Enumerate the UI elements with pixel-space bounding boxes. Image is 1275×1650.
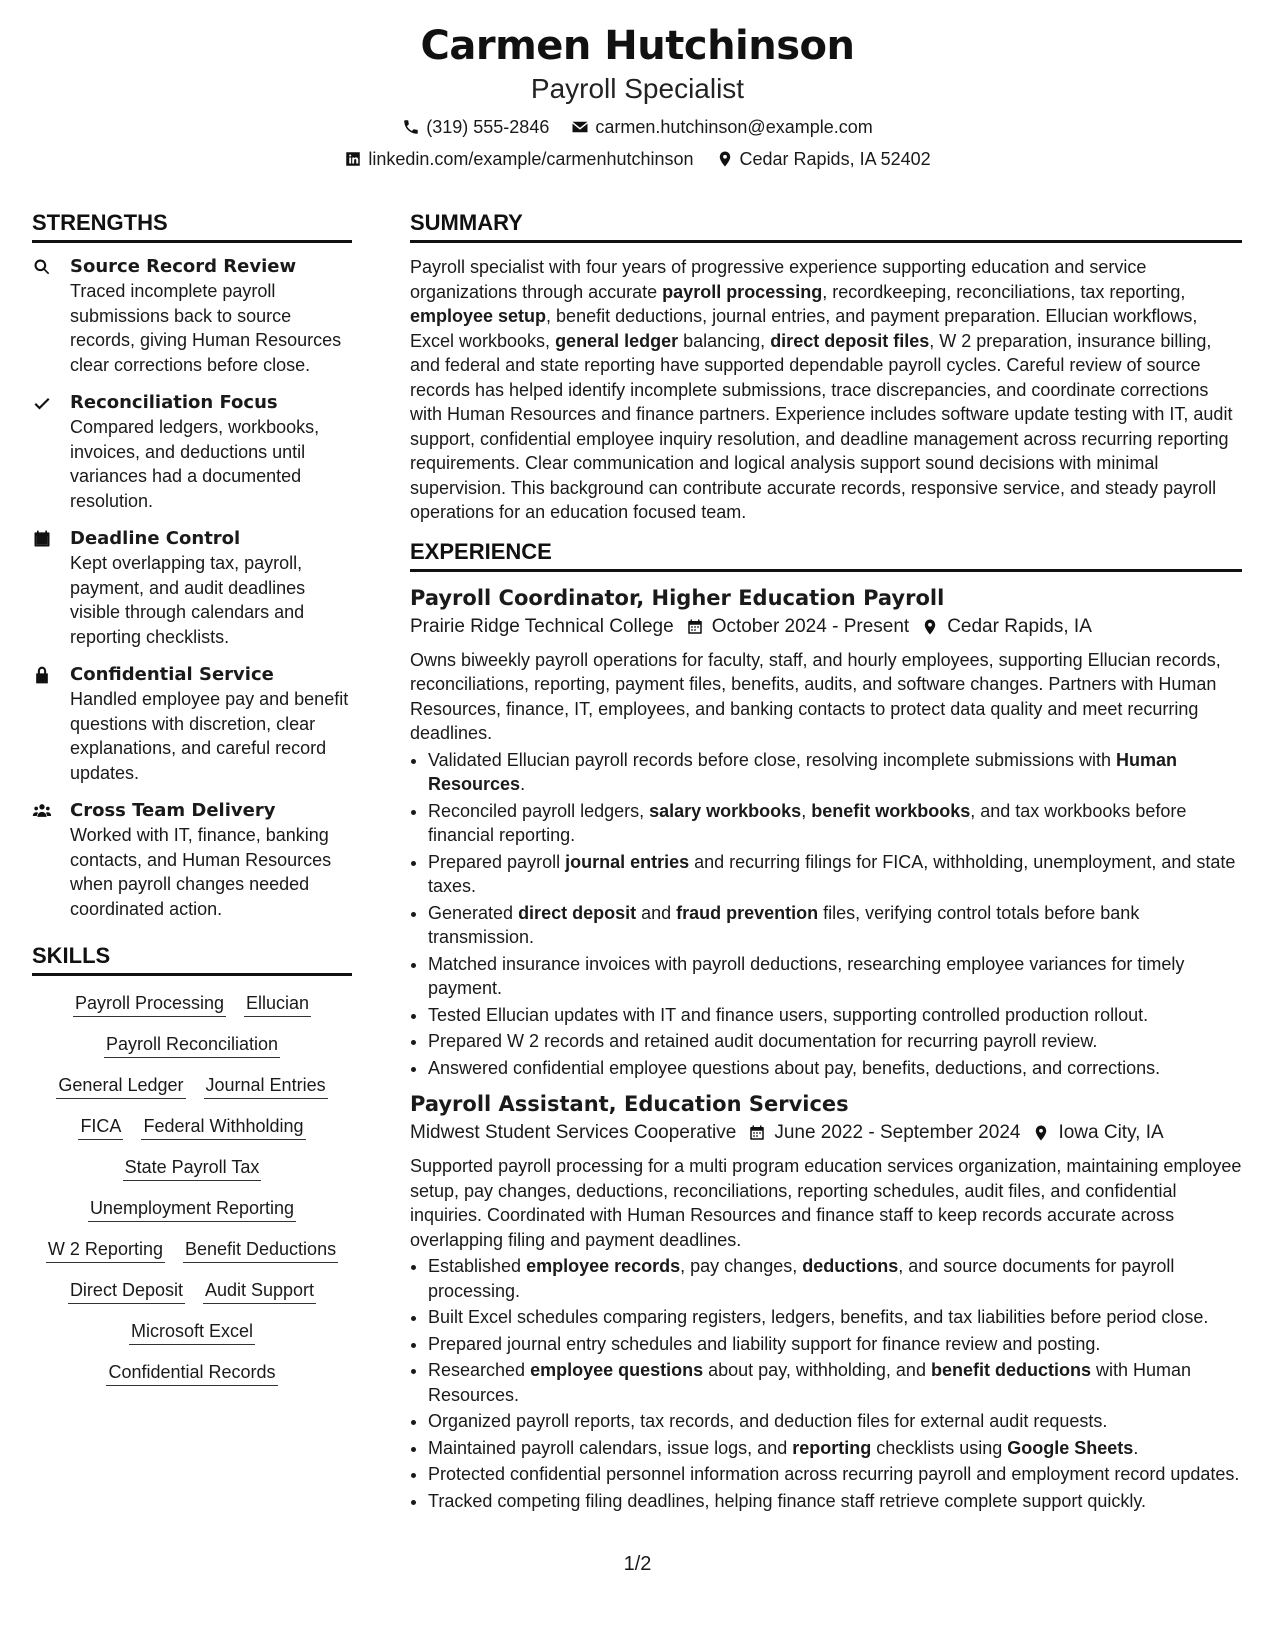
strength-desc: Worked with IT, finance, banking contacts, and Human Resources when payroll changes needed coordinated action.	[70, 825, 332, 919]
summary-heading: SUMMARY	[410, 210, 1242, 243]
bold-phrase: fraud prevention	[676, 902, 819, 923]
strength-item	[32, 391, 352, 513]
experience-heading: EXPERIENCE	[410, 539, 1242, 572]
strengths-list	[32, 255, 352, 921]
linkedin-contact[interactable]	[344, 148, 693, 170]
skill-row	[32, 1359, 352, 1386]
location-contact	[716, 148, 931, 170]
bullet-item	[428, 1029, 1242, 1054]
text-run: Matched insurance invoices with payroll deductions, researching employee variances for timely payment.	[428, 953, 1185, 998]
text-run: .	[520, 774, 526, 794]
phone-icon	[402, 118, 420, 136]
calendar-outline-icon	[686, 618, 704, 636]
page-number: 1/2	[623, 1553, 652, 1575]
job-dates: June 2022 - September 2024	[774, 1122, 1021, 1143]
left-column	[32, 210, 352, 1400]
skill-tag: Payroll Reconciliation	[104, 1031, 280, 1058]
text-run: Validated Ellucian payroll records before close, resolving incomplete submissions with	[428, 749, 1116, 770]
text-run: with Human Resources.	[428, 1360, 1192, 1405]
bold-phrase: reporting	[792, 1437, 872, 1458]
text-run: about pay, withholding, and	[703, 1360, 931, 1380]
bullet-item	[428, 1305, 1242, 1330]
strength-icon-wrap	[32, 255, 60, 377]
skill-row	[32, 1277, 352, 1304]
envelope-icon	[571, 118, 589, 136]
map-pin-icon	[716, 150, 734, 168]
email-text: carmen.hutchinson@example.com	[595, 117, 873, 137]
right-column	[410, 210, 1242, 1523]
job-dates-wrap	[748, 1118, 1020, 1148]
job-company: Midwest Student Services Cooperative	[410, 1122, 737, 1143]
job-bullets	[410, 1254, 1242, 1513]
skill-row	[32, 1236, 352, 1263]
strength-title: Deadline Control	[70, 528, 241, 549]
text-run: , and source documents for payroll processing.	[428, 1256, 1175, 1301]
strength-item	[32, 799, 352, 921]
text-run: , pay changes,	[680, 1256, 803, 1276]
bullet-item	[428, 1409, 1242, 1434]
strengths-heading: STRENGTHS	[32, 210, 352, 243]
bullet-item	[428, 748, 1242, 797]
text-run: Built Excel schedules comparing registers, ledgers, benefits, and tax liabilities before period close.	[428, 1307, 1209, 1327]
bullet-item	[428, 1056, 1242, 1081]
job-company: Prairie Ridge Technical College	[410, 615, 674, 637]
bullet-item	[428, 799, 1242, 848]
strength-icon-wrap	[32, 663, 60, 785]
contact-line-1	[0, 116, 1275, 138]
text-run: Reconciled payroll ledgers,	[428, 800, 650, 821]
bullet-item	[428, 1462, 1242, 1487]
strength-body	[70, 391, 352, 513]
bold-phrase: salary workbooks	[649, 800, 802, 821]
linkedin-text: linkedin.com/example/carmenhutchinson	[368, 149, 694, 169]
text-run: Researched	[428, 1360, 531, 1380]
skill-tag: State Payroll Tax	[123, 1154, 262, 1181]
text-run: Payroll specialist with four years of progressive experience supporting education and service organizations through accurate	[410, 257, 1147, 302]
strength-body	[70, 527, 352, 649]
strength-body	[70, 799, 352, 921]
bold-phrase: Google Sheets	[1007, 1437, 1134, 1458]
phone-contact	[402, 116, 549, 138]
map-pin-icon	[921, 618, 939, 636]
text-run: ,	[801, 800, 812, 821]
text-run: , benefit deductions, journal entries, and payment preparation. Ellucian workflows, Excel workbooks,	[410, 306, 1198, 351]
users-icon	[32, 801, 52, 821]
strength-title: Confidential Service	[70, 664, 274, 685]
bullet-item	[428, 1489, 1242, 1514]
skill-tag: Federal Withholding	[141, 1113, 305, 1140]
job-location: Iowa City, IA	[1058, 1122, 1164, 1143]
skill-tag: Microsoft Excel	[129, 1318, 255, 1345]
strength-desc: Compared ledgers, workbooks, invoices, and deductions until variances had a documented resolution.	[70, 417, 320, 511]
lock-icon	[32, 665, 52, 685]
bullet-item	[428, 1358, 1242, 1407]
skills-heading: SKILLS	[32, 943, 352, 976]
calendar-icon	[32, 529, 52, 549]
bullet-item	[428, 1254, 1242, 1303]
skill-tag: Audit Support	[203, 1277, 316, 1304]
bold-phrase: general ledger	[555, 330, 679, 351]
skill-tag: FICA	[78, 1113, 123, 1140]
jobs-list	[410, 584, 1242, 1514]
job-title: Payroll Assistant, Education Services	[410, 1092, 849, 1116]
skill-tag: Journal Entries	[204, 1072, 328, 1099]
map-pin-icon	[1032, 1124, 1050, 1142]
bold-phrase: employee questions	[530, 1360, 704, 1380]
skill-tag: Benefit Deductions	[183, 1236, 338, 1263]
skill-row	[32, 1113, 352, 1140]
phone-text: (319) 555-2846	[426, 117, 550, 137]
strength-desc: Handled employee pay and benefit questions with discretion, clear explanations, and careful record updates.	[70, 689, 349, 783]
strength-desc: Traced incomplete payroll submissions back to source records, giving Human Resources clear corrections before close.	[70, 281, 342, 375]
bold-phrase: employee records	[526, 1256, 681, 1276]
skill-tag: W 2 Reporting	[46, 1236, 165, 1263]
text-run: and recurring filings for FICA, withholding, unemployment, and state taxes.	[428, 851, 1236, 896]
text-run: Prepared W 2 records and retained audit documentation for recurring payroll review.	[428, 1031, 1098, 1051]
job-dates-wrap	[686, 612, 910, 642]
resume-header	[0, 22, 1275, 170]
job-entry	[410, 584, 1242, 1081]
contact-line-2	[0, 148, 1275, 170]
text-run: Protected confidential personnel information across recurring payroll and employment record updates.	[428, 1464, 1240, 1484]
text-run: Answered confidential employee questions about pay, benefits, deductions, and corrections.	[428, 1057, 1161, 1078]
skill-tag: Direct Deposit	[68, 1277, 185, 1304]
job-description: Supported payroll processing for a multi program education services organization, maintaining employee setup, pay changes, deductions, reconciliations, reporting schedules, audit files, and confidential inquiries. Coordinated with Human Resources and finance staff to keep records accurate across overlapping filing and payment deadlines.	[410, 1156, 1242, 1250]
candidate-title: Payroll Specialist	[530, 73, 745, 104]
skill-row	[32, 1031, 352, 1058]
bold-phrase: benefit workbooks	[811, 800, 971, 821]
skill-row	[32, 990, 352, 1017]
job-dates: October 2024 - Present	[711, 615, 910, 637]
strength-item	[32, 255, 352, 377]
text-run: , and tax workbooks before financial reporting.	[428, 800, 1187, 845]
skill-row	[32, 1195, 352, 1222]
strength-item	[32, 527, 352, 649]
calendar-outline-icon	[748, 1124, 766, 1142]
job-description: Owns biweekly payroll operations for faculty, staff, and hourly employees, supporting Ellucian records, reconciliations, reporting, payment files, benefits, audits, and software changes. Partners with Human Resources, finance, IT, employees, and banking contacts to protect data quality and meet recurring deadlines.	[410, 649, 1221, 743]
bold-phrase: Human Resources	[428, 749, 1178, 794]
linkedin-icon	[344, 150, 362, 168]
bold-phrase: journal entries	[565, 851, 690, 872]
bullet-item	[428, 901, 1242, 950]
skill-row	[32, 1154, 352, 1181]
strength-icon-wrap	[32, 799, 60, 921]
text-run: Prepared payroll	[428, 851, 566, 872]
job-meta	[410, 1118, 1242, 1148]
bullet-item	[428, 1332, 1242, 1357]
skill-tag: Ellucian	[244, 990, 311, 1017]
text-run: balancing,	[678, 330, 771, 351]
bullet-item	[428, 1003, 1242, 1028]
job-location-wrap	[921, 612, 1092, 642]
job-bullets	[410, 748, 1242, 1081]
job-location: Cedar Rapids, IA	[947, 615, 1092, 637]
job-location-wrap	[1032, 1118, 1163, 1148]
text-run: Established	[428, 1256, 527, 1276]
skill-tag: Unemployment Reporting	[88, 1195, 296, 1222]
text-run: Tracked competing filing deadlines, helping finance staff retrieve complete support quickly.	[428, 1490, 1147, 1511]
bold-phrase: deductions	[802, 1256, 899, 1276]
bold-phrase: direct deposit files	[770, 330, 930, 351]
strength-title: Cross Team Delivery	[70, 800, 276, 821]
bullet-item	[428, 1436, 1242, 1461]
text-run: files, verifying control totals before bank transmission.	[428, 902, 1140, 947]
strength-desc: Kept overlapping tax, payroll, payment, and audit deadlines visible through calendars and reporting checklists.	[70, 553, 306, 647]
text-run: checklists using	[871, 1437, 1008, 1458]
strength-icon-wrap	[32, 391, 60, 513]
job-title: Payroll Coordinator, Higher Education Payroll	[410, 585, 945, 610]
strength-icon-wrap	[32, 527, 60, 649]
text-run: Maintained payroll calendars, issue logs, and	[428, 1437, 793, 1458]
bullet-item	[428, 850, 1242, 899]
strength-body	[70, 255, 352, 377]
strength-body	[70, 663, 352, 785]
text-run: Prepared journal entry schedules and liability support for finance review and posting.	[428, 1333, 1101, 1354]
bold-phrase: benefit deductions	[930, 1360, 1091, 1380]
summary-text	[410, 255, 1242, 525]
text-run: Generated	[428, 902, 519, 923]
check-icon	[32, 393, 52, 413]
text-run: Organized payroll reports, tax records, and deduction files for external audit requests.	[428, 1411, 1108, 1431]
strength-item	[32, 663, 352, 785]
bold-phrase: payroll processing	[662, 281, 823, 302]
strength-title: Reconciliation Focus	[70, 392, 278, 413]
email-contact[interactable]	[571, 116, 872, 138]
skill-tag: Confidential Records	[106, 1359, 277, 1386]
job-meta	[410, 612, 1242, 642]
text-run: and	[636, 902, 677, 923]
bold-phrase: employee setup	[410, 306, 547, 326]
search-icon	[32, 257, 52, 277]
text-run: .	[1133, 1437, 1139, 1458]
job-entry	[410, 1090, 1242, 1513]
candidate-name: Carmen Hutchinson	[420, 23, 855, 69]
strength-title: Source Record Review	[70, 256, 297, 277]
skill-tag: General Ledger	[56, 1072, 185, 1099]
text-run: , W 2 preparation, insurance billing, and federal and state reporting have supported dependable payroll cycles. Careful review of source records has helped identify incomplete submissions, trace discrepancies, and coordinate corrections with Human Resources and finance partners. Experience includes software update testing with IT, audit support, confidential employee inquiry resolution, and deadline management across recurring reporting requirements. Clear communication and logical analysis support sound decisions with minimal supervision. This background can contribute accurate records, responsive service, and steady payroll operations for an education focused team.	[410, 330, 1233, 522]
text-run: , recordkeeping, reconciliations, tax reporting,	[822, 281, 1186, 302]
skill-row	[32, 1072, 352, 1099]
bold-phrase: direct deposit	[518, 902, 637, 923]
skill-row	[32, 1318, 352, 1345]
location-text: Cedar Rapids, IA 52402	[739, 149, 931, 169]
bullet-item	[428, 952, 1242, 1001]
skills-list	[32, 988, 352, 1386]
text-run: Tested Ellucian updates with IT and finance users, supporting controlled production rollout.	[428, 1004, 1149, 1025]
skill-tag: Payroll Processing	[73, 990, 226, 1017]
